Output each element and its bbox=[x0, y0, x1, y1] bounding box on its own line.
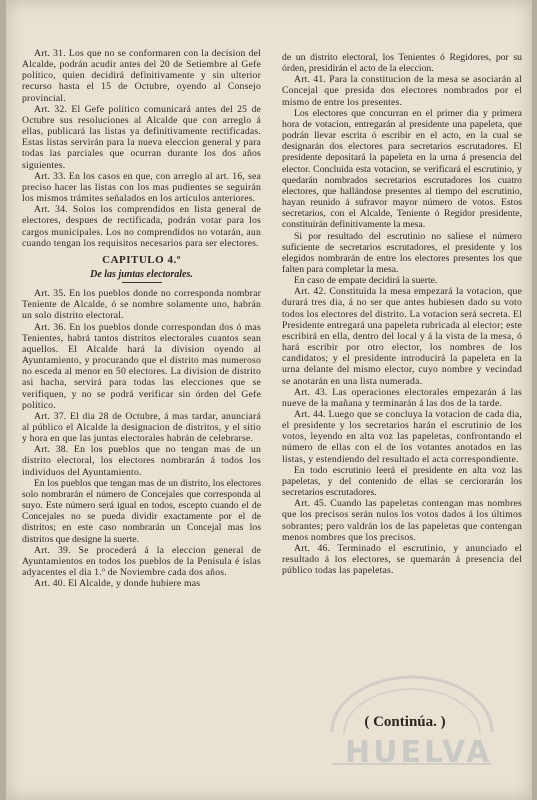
article-36: Art. 36. En los pueblos donde correspondan dos ó mas Tenientes, habrá tantos distritos electorales cuantos sean aquellos. El Alcalde hará la division oyendo al Ayuntamiento, y procurando que el distrito mas numeroso no esceda al menor en 50 electores. La division de distrito asi hacha, servirá para todas las elecciones que se verifiquen, y no se podrá verificar sin órden del Gefe político. bbox=[22, 321, 261, 411]
article-41-paragraph-3: Si por resultado del escrutinio no saliese el número suficiente de secretarios escrutadores, el presidente y los elegidos nombrarán de entre los electores presentes los que falten para completar la mesa. bbox=[282, 230, 522, 275]
article-37: Art. 37. El dia 28 de Octubre, á mas tardar, anunciará al público el Alcalde la designacion de distritos, y el sitio y hora en que las juntas electorales habrán de celebrarse. bbox=[22, 410, 261, 445]
left-column bbox=[22, 48, 261, 589]
article-41-paragraph-4: En caso de empate decidirá la suerte. bbox=[294, 275, 438, 287]
article-44: Art. 44. Luego que se concluya la votacion de cada dia, el presidente y los secretarios harán el escrutinio de los votos, leyendo en alta voz las papeletas, confrontando el número de ellas con el de los votantes anotados en las listas, y estendiendo del resultado el acta correspondiente. bbox=[282, 409, 522, 465]
article-44-paragraph-2: En todo escrutinio leerá el presidente en alta voz las papeletas, y del contenido de ellas se cerciorarán los secretarios escrutadores. bbox=[282, 464, 522, 499]
article-46: Art. 46. Terminado el escrutinio, y anunciado el resultado á los electores, se quemarán á presencia del público todas las papeletas. bbox=[282, 542, 522, 577]
article-45: Art. 45. Cuando las papeletas contengan mas nombres que los precisos serán nulos los votos dados á los últimos sobrantes; pero valdrán los de las papeletas que contengan menos nombres que los precisos. bbox=[282, 498, 522, 543]
article-32: Art. 32. El Gefe político comunicará antes del 25 de Octubre sus resoluciones al Alcalde que con arreglo á ellas, publicará las listas ya definitivamente rectificadas. Estas listas servirán para la nueva eleccion general y para todas las parciales que ocurran durante los dos años siguientes. bbox=[22, 103, 261, 171]
watermark-text: HUELVA bbox=[345, 735, 493, 770]
article-40-continued: de un distrito electoral, los Tenientes ó Regidores, por su órden, presidirán el acto de la eleccion. bbox=[282, 52, 522, 75]
article-41-paragraph-2: Los electores que concurran en el primer dia y primera hora de votacion, entregarán al presidente una papeleta, que podrán llevar escrita ó escribir en el acto, en la cual se designarán dos electores para secretarios escrutadores. El presidente depositará la papeleta en la urna á presencia del elector. Concluida esta votacion, se verificará el escrutinio, y quedarán nombrados secretarios escrutadores los cuatro electores, que hallándose presentes al tiempo del escrutinio, hayan reunido á sufravor mayor número de votos. Estos secretarios, con el Alcalde, Teniente ó Regidor presidente, constituirán definitivamente la mesa. bbox=[282, 107, 522, 231]
article-43: Art. 43. Las operaciones electorales empezarán á las nueve de la mañana y terminarán á las dos de la tarde. bbox=[282, 386, 522, 409]
article-41: Art. 41. Para la constitucion de la mesa se asociarán al Concejal que presida dos electores nombrados por el mismo de entre los presentes. bbox=[282, 74, 522, 108]
article-35: Art. 35. En los pueblos donde no corresponda nombrar Teniente de Alcalde, ó se nombre solamente uno, habrán un solo distrito electoral. bbox=[22, 288, 261, 322]
right-column bbox=[282, 52, 522, 576]
article-38: Art. 38. En los pueblos que no tengan mas de un distrito electoral, los electores nombrarán á todos los individuos del Ayuntamiento. bbox=[22, 444, 261, 478]
article-42: Art. 42. Constituida la mesa empezará la votacion, que durará tres dia, á no ser que antes hubiesen dado su voto todos los electores del distrito. La votacion será secreta. El Presidente entregará una papeleta rubricada al elector; este escribirá en ella, dentro del local y á la vista de la mesa, ó hará escribir por otro elector, los nombres de los candidatos; y el presidente introducirá la papeleta en la urna delante del mismo elector, cuyo nombre y vecindad se anotarán en una lista numerada. bbox=[282, 286, 522, 387]
article-39: Art. 39. Se procederá á la eleccion general de Ayuntamientos en todos los pueblos de la Penísula é islas adyacentes el dia 1.º de Noviembre cada dos años. bbox=[22, 544, 261, 579]
divider bbox=[122, 282, 162, 283]
article-40: Art. 40. El Alcalde, y donde hubiere mas bbox=[34, 578, 201, 590]
article-33: Art. 33. En los casos en que, con arreglo al art. 16, sea preciso hacer las listas con los mas pudientes se seguirán los mismos trámites señalados en los artículos anteriores. bbox=[22, 170, 261, 205]
article-38-paragraph-2: En los pueblos que tengan mas de un distrito, los electores solo nombrarán el número de Concejales que corresponda al suyo. Este número será igual en todos, escepto cuando el de Concejales no se pueda dividir exactamente por el de distritos; en este caso nombrarán un Concejal mas los distritos que designe la suerte. bbox=[22, 477, 261, 545]
article-34: Art. 34. Solos los comprendidos en lista general de electores, despues de rectificada, podrán votar para los cargos municipales. Los no comprendidos no votarán, aun cuando tengan los requisitos necesarios para ser electores. bbox=[22, 204, 261, 249]
chapter-subtitle: De las juntas electorales. bbox=[90, 268, 193, 280]
article-31: Art. 31. Los que no se conformaren con la decision del Alcalde, podrán acudir antes del 20 de Setiembre al Gefe político, quien decidirá definitivamente y sin ulterior recurso hasta el 15 de Octubre, oyendo al Consejo provincial. bbox=[22, 48, 261, 104]
continua-label: ( Continúa. ) bbox=[364, 714, 446, 730]
chapter-heading: CAPITULO 4.º bbox=[102, 253, 181, 266]
